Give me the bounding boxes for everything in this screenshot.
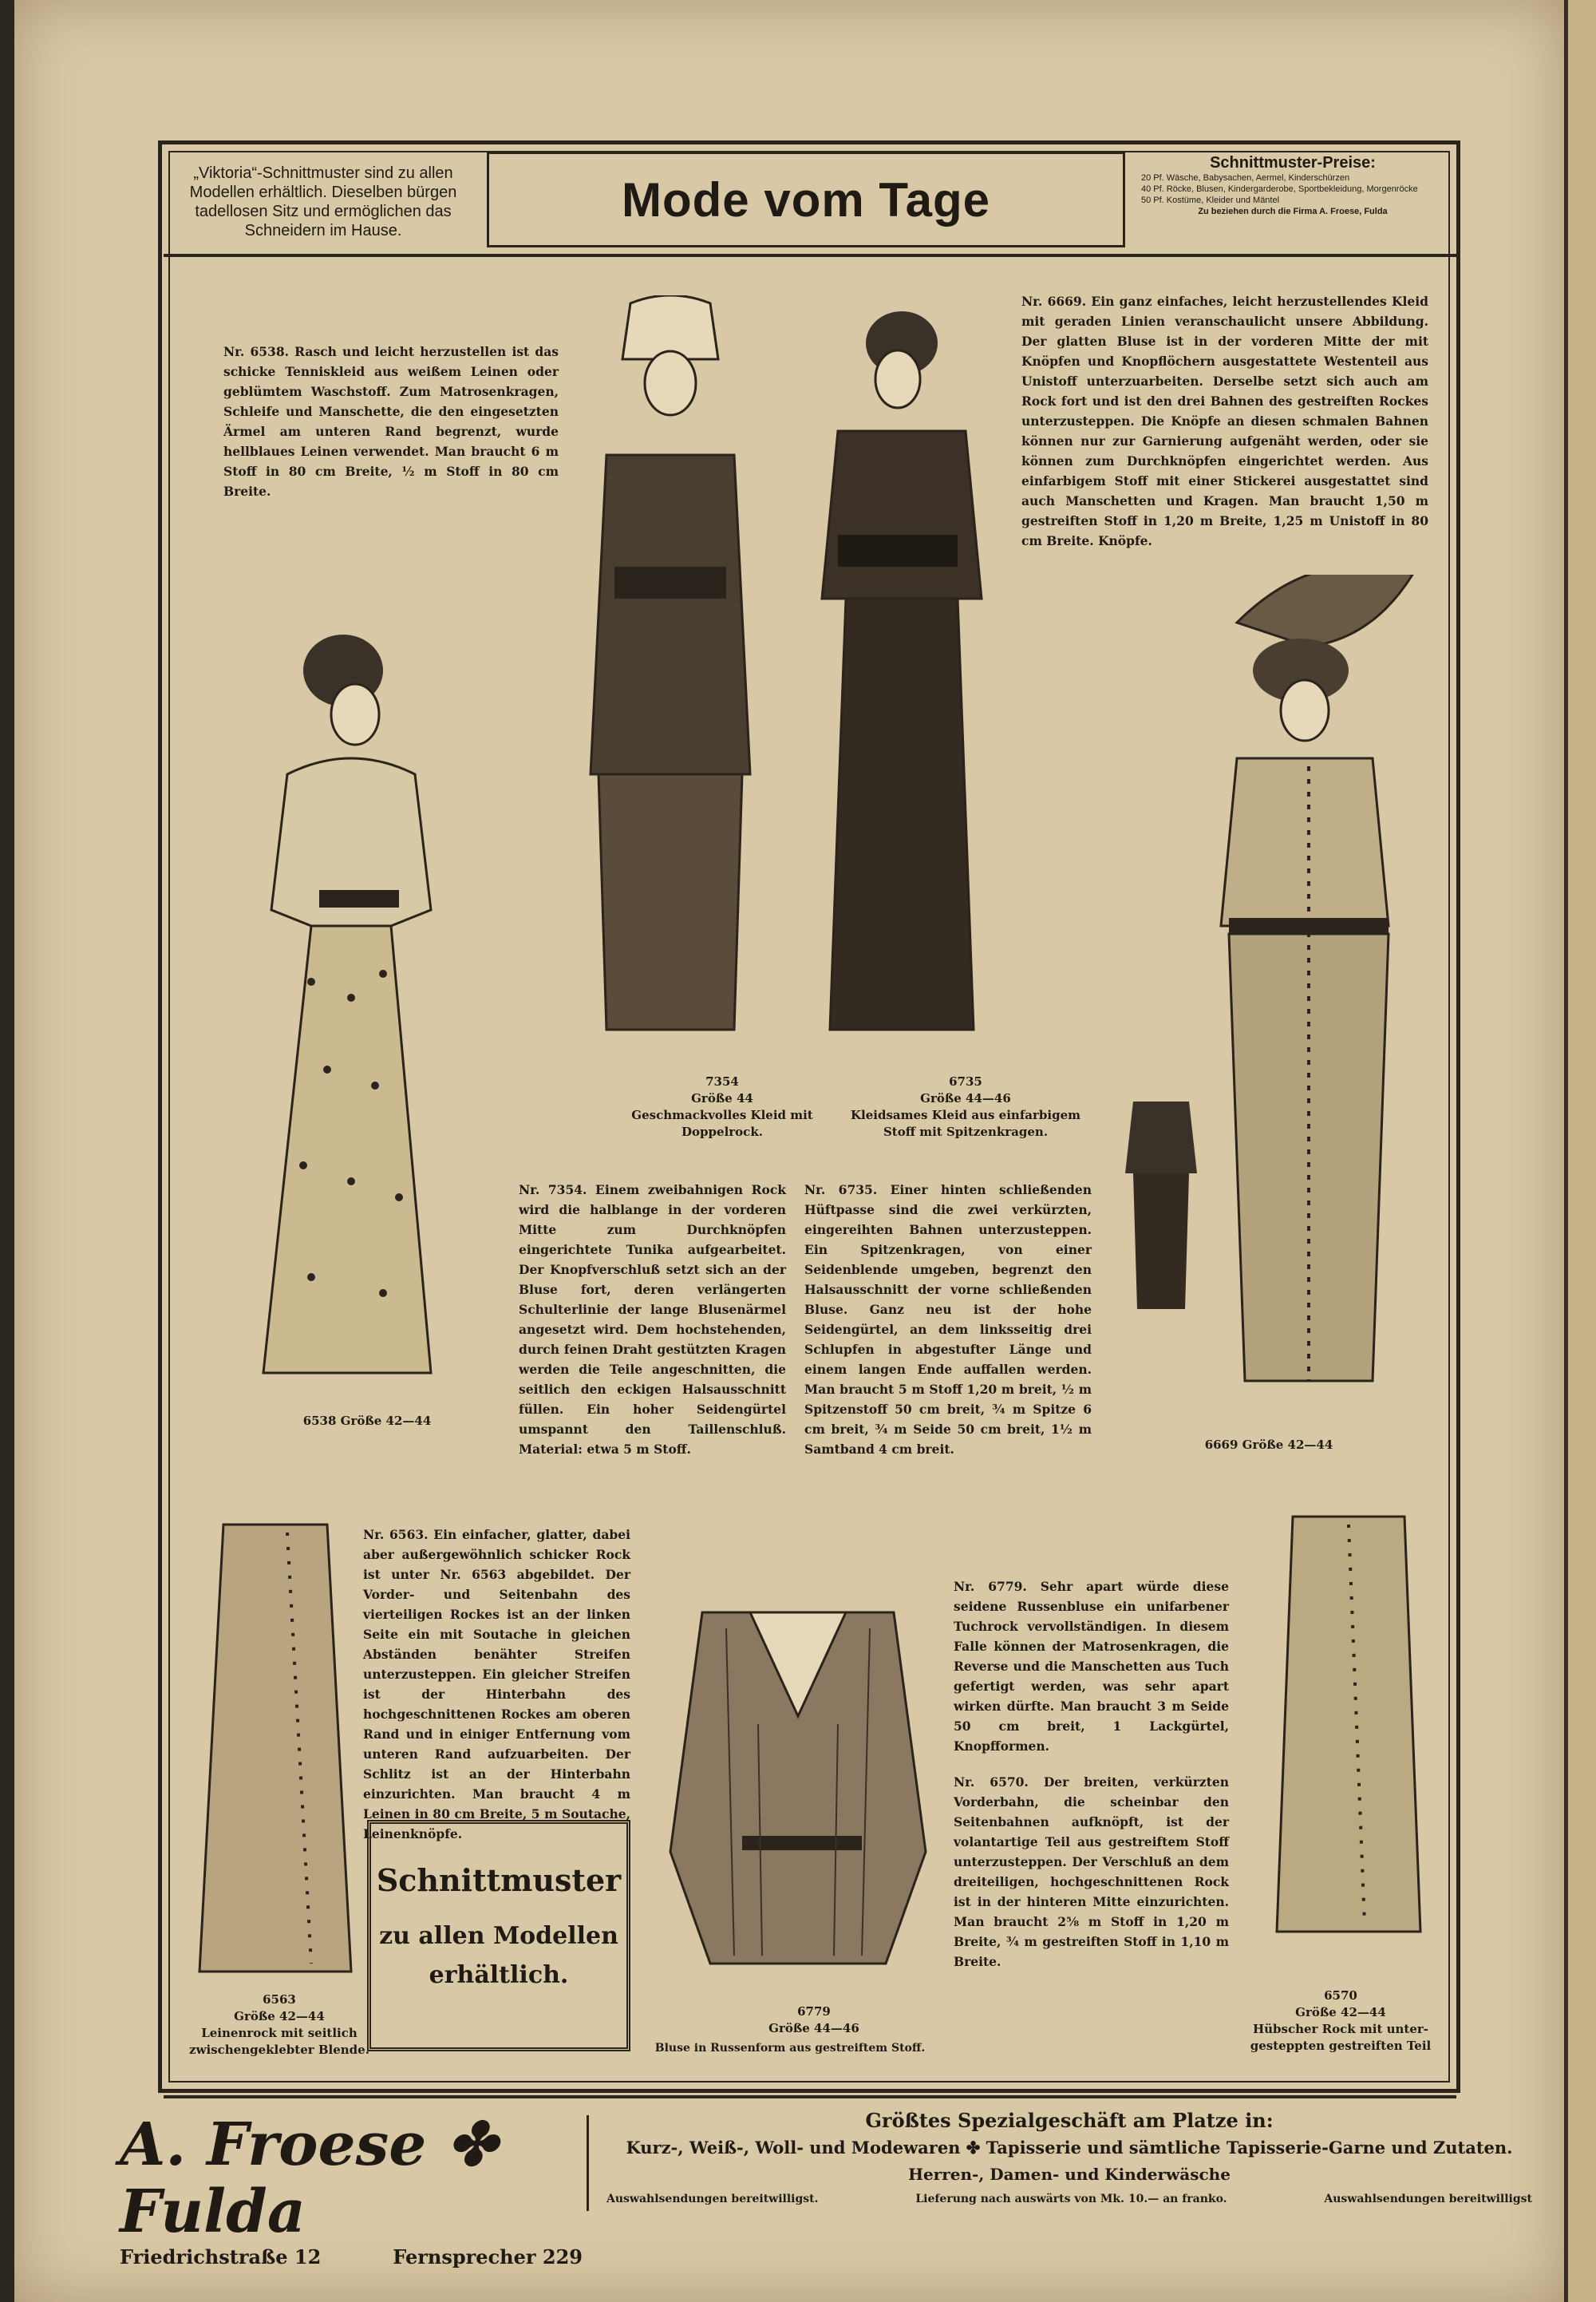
caption-6538: 6538 Größe 42—44 <box>302 1414 432 1428</box>
article-6570: Nr. 6570. Der breiten, verkürzten Vorderbahn, die scheinbar den Seitenbahnen aufknöpft, ist der volantartige Teil aus gestreiftem Stoff unterzusteppen. Der Verschluß an dem dreiteiligen, hochgeschnittenen Rock ist in der hinteren Mitte einzurichten. Man braucht 2⅝ m Stoff in 1,20 m Breite, ¾ m gestreiften Stoff in 1,10 m Breite. <box>954 1774 1229 1969</box>
figure-6735-dress <box>790 295 1013 1078</box>
article-6735: Nr. 6735. Einer hinten schließenden Hüftpasse sind die zwei verkürzten, eingereihten Bahnen unterzusteppen. Ein Spitzenkragen, von einer Seidenblende umgeben, begrenzt den Halsausschnitt der vorne schließenden Bluse. Ganz neu ist der hohe Seidengürtel, an dem linksseitig drei Schlupfen in abgestufter Länge und einem langen Ende auffallen werden. Man braucht 5 m Stoff 1,20 m breit, ½ m Spitzenstoff 50 cm breit, ¾ m Spitze 6 cm breit, ¾ m Seide 50 cm breit, 1½ m Samtband 4 cm breit. <box>804 1182 1092 1457</box>
caption-6570: 6570 Größe 42—44 Hübscher Rock mit unter- gesteppten gestreiften Teil <box>1250 1988 1432 2053</box>
footer-divider <box>164 2095 1456 2098</box>
figure-6538-dress <box>192 623 511 1405</box>
caption-6563: 6563 Größe 42—44 Leinenrock mit seitlich zwischengeklebter Blende. <box>189 1992 369 2057</box>
article-6538: Nr. 6538. Rasch und leicht herzustellen ist das schicke Tenniskleid aus weißem Leinen oder geblümtem Waschstoff. Zum Matrosenkragen, Schleife und Manschette, die den eingesetzten Ärmel am unteren Rand begrenzt, wurde hellblaues Leinen verwendet. Man braucht 6 m Stoff in 80 cm Breite, ½ m Stoff in 80 cm Breite. <box>223 344 559 499</box>
page-title: Mode vom Tage <box>622 172 990 227</box>
caption-7354: 7354 Größe 44 Geschmackvolles Kleid mit Doppelrock. <box>631 1074 813 1139</box>
footer-ad-text: Größtes Spezialgeschäft am Platze in: Kurz-, Weiß-, Woll- und Modewaren ✤ Tapisserie und sämtliche Tapisserie-Garne und Zutaten. Herren-, Damen- und Kinderwäsche Auswahlsendungen bereitwilligst. Lieferung nach auswärts von Mk. 10.— an franko. Auswahlsendungen bereitwilligst <box>606 2109 1532 2205</box>
figure-6563-skirt <box>192 1517 359 1980</box>
brand-name: A. Froese ✤ Fulda <box>120 2110 497 2246</box>
figure-7354-dress <box>551 295 790 1078</box>
caption-6735: 6735 Größe 44—46 Kleidsames Kleid aus einfarbigem Stoff mit Spitzenkragen. <box>850 1074 1080 1139</box>
figure-6570-skirt <box>1269 1501 1428 1948</box>
header-prices: Schnittmuster-Preise: 20 Pf. Wäsche, Babysachen, Aermel, Kinderschürzen 40 Pf. Röcke, Blusen, Kindergarderobe, Sportbekleidung, Morgenröcke 50 Pf. Kostüme, Kleider und Mäntel Zu beziehen durch die Firma A. Froese, Fulda <box>1141 154 1418 216</box>
article-6669: Nr. 6669. Ein ganz einfaches, leicht herzustellendes Kleid mit geraden Linien veranschaulicht unsere Abbildung. Der glatten Bluse ist in der vorderen Mitte der mit Knöpfen und Knopflöchern ausgestattete Westenteil aus Unistoff unterzuarbeiten. Derselbe setzt sich auch am Rock fort und ist den drei Bahnen des gestreiften Rockes unterzusteppen. Die Knöpfe an diesen schmalen Bahnen können nur zur Garnierung aufgenäht werden, oder sie können zum Durchknöpfen eingerichtet werden. Aus einfarbigem Stoff mit einer Stickerei ausgestattet sind auch Manschetten und Kragen. Man braucht 1,50 m gestreiften Stoff in 1,20 m Breite, 1,25 m Unistoff in 80 cm Breite. Knöpfe. <box>1021 294 1428 548</box>
caption-6779-desc: Bluse in Russenform aus gestreiftem Stoff. <box>654 2042 926 2055</box>
header-divider <box>164 254 1456 257</box>
header-left-notice: „Viktoria“-Schnittmuster sind zu allen Modellen erhältlich. Dieselben bürgen tadellosen Sitz und ermöglichen das Schneidern im Hause. <box>189 164 457 239</box>
next-page-edge <box>1566 0 1596 2302</box>
footer-brand-block <box>120 2110 583 2268</box>
article-7354: Nr. 7354. Einem zweibahnigen Rock wird die halblange in der vorderen Mitte zum Durchknöpfen eingerichtete Tunika aufgearbeitet. Der Knopfverschluß setzt sich an der Bluse fort, deren verlängerten Schulterlinie der lange Blusenärmel angesetzt wird. Dem hochstehenden, durch feinen Draht gestützten Kragen werden die Teile angeschnitten, die seitlich den eckigen Halsausschnitt füllen. Ein hoher Seidengürtel umspannt den Taillenschluß. Material: etwa 5 m Stoff. <box>519 1182 786 1457</box>
schnittmuster-box: Schnittmuster zu allen Modellen erhältlich. <box>367 1820 630 2051</box>
title-box <box>487 152 1125 247</box>
article-6779: Nr. 6779. Sehr apart würde diese seidene Russenbluse ein unifarbener Tuchrock vervollständigen. In diesem Falle können der Matrosenkragen, die Reverse und die Manschetten aus Tuch gefertigt werden, was sehr apart wirken dürfte. Man braucht 3 m Seide 50 cm breit, 1 Lackgürtel, Knopfformen. <box>954 1579 1229 1754</box>
footer-vertical-divider <box>587 2115 589 2211</box>
brand-address: Friedrichstraße 12 <box>120 2245 322 2268</box>
figure-6669-back-view <box>1117 1086 1205 1317</box>
brand-phone: Fernsprecher 229 <box>393 2245 583 2268</box>
figure-6779-blouse <box>654 1509 942 2027</box>
article-6563: Nr. 6563. Ein einfacher, glatter, dabei aber außergewöhnlich schicker Rock ist unter Nr. 6563 abgebildet. Der Vorder- und Seitenbahn des vierteiligen Rockes ist an der linken Seite ein mit Soutache in gleichen Abständen benähter Streifen unterzusteppen. Ein gleicher Streifen ist der Hinterbahn des hochgeschnittenen Rockes am oberen Rand und in einiger Entfernung vom unteren Rand aufzuarbeiten. Der Schlitz ist an der Hinterbahn einzurichten. Man braucht 4 m Leinen in 80 cm Breite, 5 m Soutache, Leinenknöpfe. <box>363 1527 630 1841</box>
caption-6779: 6779 Größe 44—46 <box>768 2004 859 2035</box>
caption-6669: 6669 Größe 42—44 <box>1204 1438 1333 1452</box>
